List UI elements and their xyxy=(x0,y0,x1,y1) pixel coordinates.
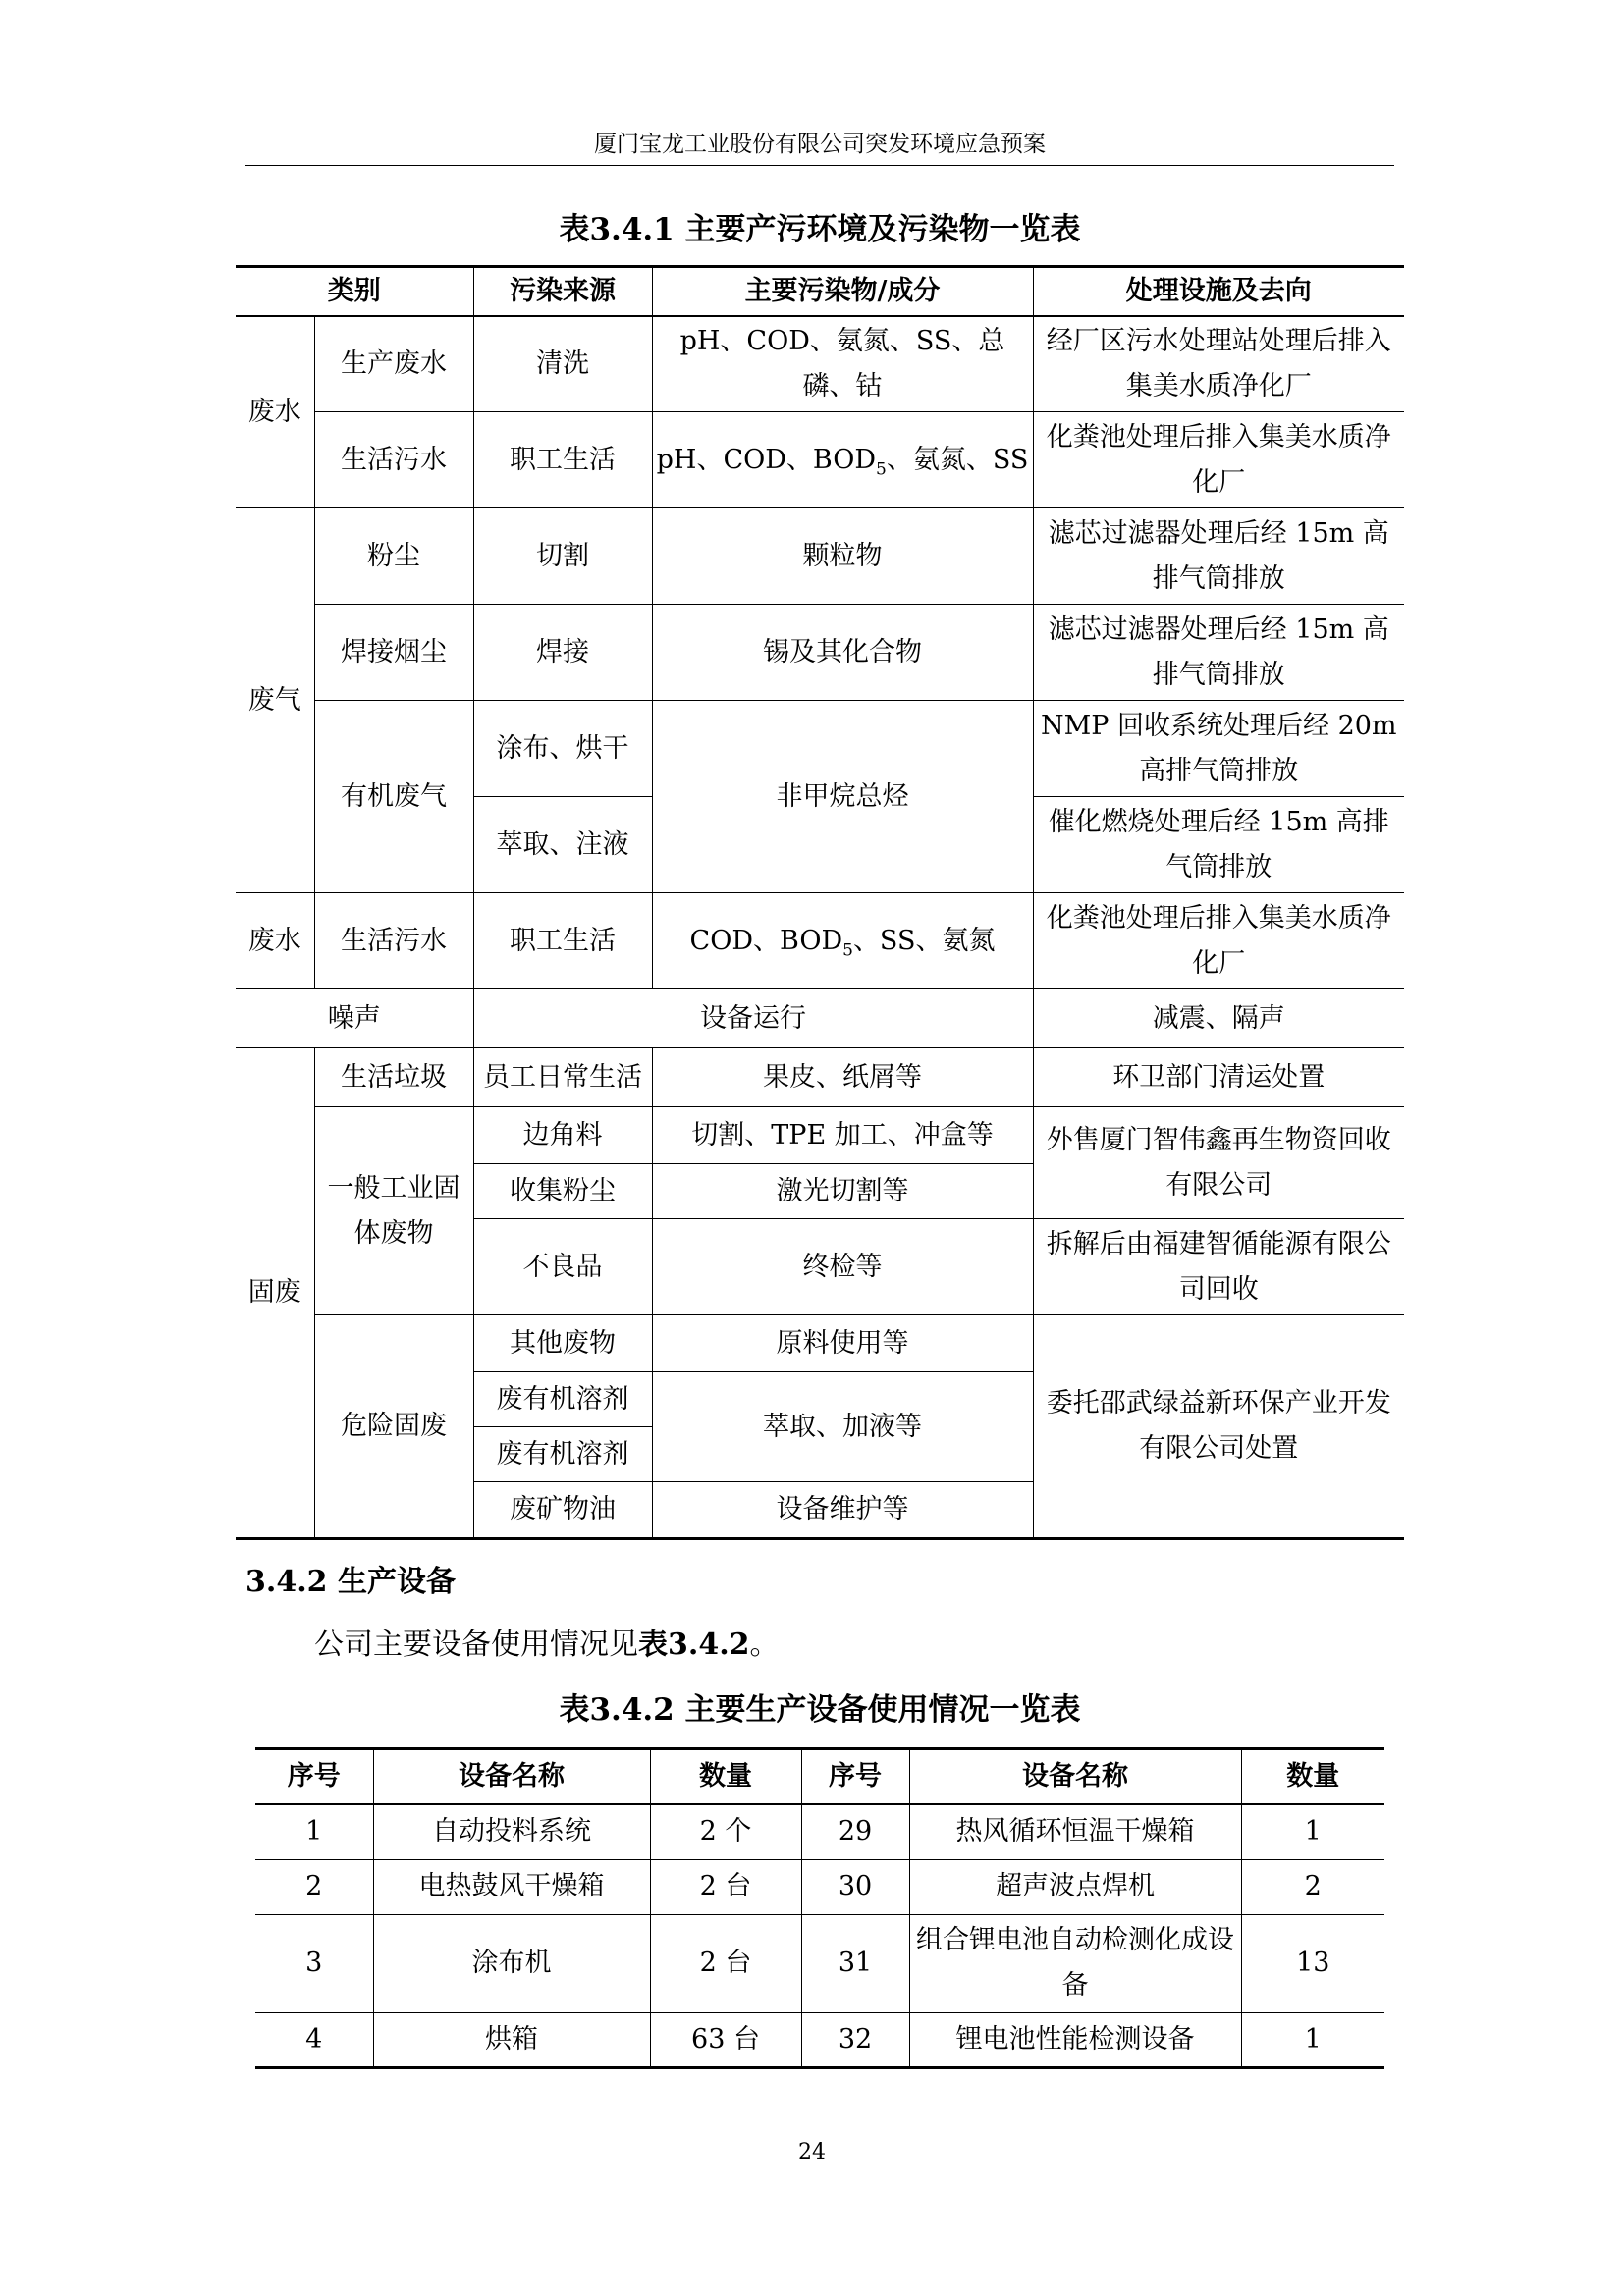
cell-index: 31 xyxy=(801,1914,909,2012)
table-row xyxy=(236,701,1404,797)
cell-index: 30 xyxy=(801,1859,909,1914)
table-row xyxy=(255,1914,1384,2012)
cell-treatment: 外售厦门智伟鑫再生物资回收有限公司 xyxy=(1033,1107,1404,1219)
page-header: 厦门宝龙工业股份有限公司突发环境应急预案 xyxy=(594,132,1046,157)
cell-source: 焊接 xyxy=(473,605,652,701)
cell-pollutant: 激光切割等 xyxy=(652,1164,1033,1219)
cell-category: 噪声 xyxy=(236,989,473,1048)
cell-category: 固废 xyxy=(236,1048,314,1539)
cell-quantity: 13 xyxy=(1241,1914,1384,2012)
cell-quantity: 2 个 xyxy=(650,1804,801,1859)
cell-equipment: 锂电池性能检测设备 xyxy=(909,2012,1241,2067)
table-row xyxy=(236,412,1404,508)
cell-source: 萃取、注液 xyxy=(473,797,652,893)
col-header-quantity: 数量 xyxy=(650,1749,801,1805)
cell-source: 废有机溶剂 xyxy=(473,1372,652,1427)
cell-source: 切割 xyxy=(473,508,652,605)
cell-treatment: 化粪池处理后排入集美水质净化厂 xyxy=(1033,893,1404,989)
col-header-treatment: 处理设施及去向 xyxy=(1033,267,1404,316)
cell-pollutant: 萃取、加液等 xyxy=(652,1372,1033,1482)
subscript: 5 xyxy=(876,458,887,479)
table-header-row xyxy=(255,1749,1384,1805)
cell-index: 29 xyxy=(801,1804,909,1859)
col-header-equipment: 设备名称 xyxy=(373,1749,650,1805)
cell-treatment: 经厂区污水处理站处理后排入集美水质净化厂 xyxy=(1033,316,1404,412)
table-reference: 表3.4.2 xyxy=(638,1628,750,1662)
table-row xyxy=(236,1048,1404,1107)
cell-pollutant: 锡及其化合物 xyxy=(652,605,1033,701)
cell-equipment: 组合锂电池自动检测化成设备 xyxy=(909,1914,1241,2012)
cell-subcategory: 生产废水 xyxy=(314,316,473,412)
table2-caption: 表3.4.2 主要生产设备使用情况一览表 xyxy=(559,1692,1081,1728)
cell-index: 3 xyxy=(255,1914,373,2012)
equipment-table xyxy=(255,1747,1384,2069)
table-row xyxy=(236,893,1404,989)
cell-index: 2 xyxy=(255,1859,373,1914)
cell-source: 不良品 xyxy=(473,1219,652,1315)
cell-equipment: 烘箱 xyxy=(373,2012,650,2067)
table-row xyxy=(236,605,1404,701)
cell-treatment: NMP 回收系统处理后经 20m 高排气筒排放 xyxy=(1033,701,1404,797)
cell-treatment: 滤芯过滤器处理后经 15m 高排气筒排放 xyxy=(1033,508,1404,605)
cell-pollutant: 终检等 xyxy=(652,1219,1033,1315)
cell-pollutant: 颗粒物 xyxy=(652,508,1033,605)
cell-source: 收集粉尘 xyxy=(473,1164,652,1219)
cell-source: 涂布、烘干 xyxy=(473,701,652,797)
table-row xyxy=(255,2012,1384,2067)
cell-pollutant: pH、COD、氨氮、SS、总磷、钴 xyxy=(652,316,1033,412)
pollutant-table xyxy=(236,265,1404,1540)
cell-source: 其他废物 xyxy=(473,1315,652,1372)
table-row xyxy=(236,989,1404,1048)
cell-index: 32 xyxy=(801,2012,909,2067)
cell-quantity: 63 台 xyxy=(650,2012,801,2067)
cell-equipment: 自动投料系统 xyxy=(373,1804,650,1859)
header-rule xyxy=(245,165,1394,166)
pollutant-text: COD、BOD xyxy=(689,925,843,956)
cell-quantity: 1 xyxy=(1241,1804,1384,1859)
paragraph-text: 公司主要设备使用情况见 xyxy=(314,1628,638,1662)
cell-category: 废气 xyxy=(236,508,314,893)
cell-quantity: 2 xyxy=(1241,1859,1384,1914)
pollutant-text: 、SS、氨氮 xyxy=(852,925,996,956)
cell-source: 职工生活 xyxy=(473,893,652,989)
table-row xyxy=(236,316,1404,412)
cell-equipment: 电热鼓风干燥箱 xyxy=(373,1859,650,1914)
cell-index: 4 xyxy=(255,2012,373,2067)
pollutant-text: pH、COD、BOD xyxy=(656,444,877,475)
page-number: 24 xyxy=(798,2140,826,2164)
cell-source: 清洗 xyxy=(473,316,652,412)
table-row xyxy=(255,1859,1384,1914)
cell-subcategory: 生活垃圾 xyxy=(314,1048,473,1107)
col-header-index: 序号 xyxy=(255,1749,373,1805)
col-header-pollutant: 主要污染物/成分 xyxy=(652,267,1033,316)
cell-pollutant: 切割、TPE 加工、冲盒等 xyxy=(652,1107,1033,1164)
section-paragraph xyxy=(314,1626,780,1665)
col-header-equipment: 设备名称 xyxy=(909,1749,1241,1805)
cell-subcategory: 危险固废 xyxy=(314,1315,473,1539)
col-header-quantity: 数量 xyxy=(1241,1749,1384,1805)
paragraph-text: 。 xyxy=(749,1628,780,1662)
cell-quantity: 2 台 xyxy=(650,1914,801,2012)
cell-treatment: 化粪池处理后排入集美水质净化厂 xyxy=(1033,412,1404,508)
section-heading: 3.4.2 生产设备 xyxy=(245,1565,456,1599)
cell-source: 边角料 xyxy=(473,1107,652,1164)
cell-equipment: 热风循环恒温干燥箱 xyxy=(909,1804,1241,1859)
cell-pollutant xyxy=(652,412,1033,508)
cell-source: 废矿物油 xyxy=(473,1482,652,1539)
cell-subcategory: 粉尘 xyxy=(314,508,473,605)
cell-subcategory: 生活污水 xyxy=(314,412,473,508)
cell-category: 废水 xyxy=(236,893,314,989)
cell-subcategory: 有机废气 xyxy=(314,701,473,893)
cell-equipment: 涂布机 xyxy=(373,1914,650,2012)
cell-subcategory: 焊接烟尘 xyxy=(314,605,473,701)
col-header-source: 污染来源 xyxy=(473,267,652,316)
cell-treatment: 拆解后由福建智循能源有限公司回收 xyxy=(1033,1219,1404,1315)
col-header-index: 序号 xyxy=(801,1749,909,1805)
table-row xyxy=(236,508,1404,605)
cell-equipment: 超声波点焊机 xyxy=(909,1859,1241,1914)
cell-source: 员工日常生活 xyxy=(473,1048,652,1107)
table-header-row xyxy=(236,267,1404,316)
cell-treatment: 环卫部门清运处置 xyxy=(1033,1048,1404,1107)
cell-source: 职工生活 xyxy=(473,412,652,508)
cell-source: 设备运行 xyxy=(473,989,1033,1048)
table1-caption: 表3.4.1 主要产污环境及污染物一览表 xyxy=(559,212,1081,247)
cell-treatment: 滤芯过滤器处理后经 15m 高排气筒排放 xyxy=(1033,605,1404,701)
table-row xyxy=(255,1804,1384,1859)
cell-pollutant: 设备维护等 xyxy=(652,1482,1033,1539)
cell-treatment: 委托邵武绿益新环保产业开发有限公司处置 xyxy=(1033,1315,1404,1539)
cell-subcategory: 生活污水 xyxy=(314,893,473,989)
cell-pollutant: 非甲烷总烃 xyxy=(652,701,1033,893)
cell-source: 废有机溶剂 xyxy=(473,1427,652,1482)
cell-treatment: 减震、隔声 xyxy=(1033,989,1404,1048)
cell-category: 废水 xyxy=(236,316,314,508)
subscript: 5 xyxy=(842,939,853,960)
cell-treatment: 催化燃烧处理后经 15m 高排气筒排放 xyxy=(1033,797,1404,893)
cell-pollutant: 果皮、纸屑等 xyxy=(652,1048,1033,1107)
cell-subcategory: 一般工业固体废物 xyxy=(314,1107,473,1315)
pollutant-text: 、氨氮、SS xyxy=(886,444,1029,475)
table-row xyxy=(236,1107,1404,1164)
cell-quantity: 2 台 xyxy=(650,1859,801,1914)
cell-pollutant xyxy=(652,893,1033,989)
cell-index: 1 xyxy=(255,1804,373,1859)
table-row xyxy=(236,1315,1404,1372)
col-header-category: 类别 xyxy=(236,267,473,316)
cell-pollutant: 原料使用等 xyxy=(652,1315,1033,1372)
cell-quantity: 1 xyxy=(1241,2012,1384,2067)
